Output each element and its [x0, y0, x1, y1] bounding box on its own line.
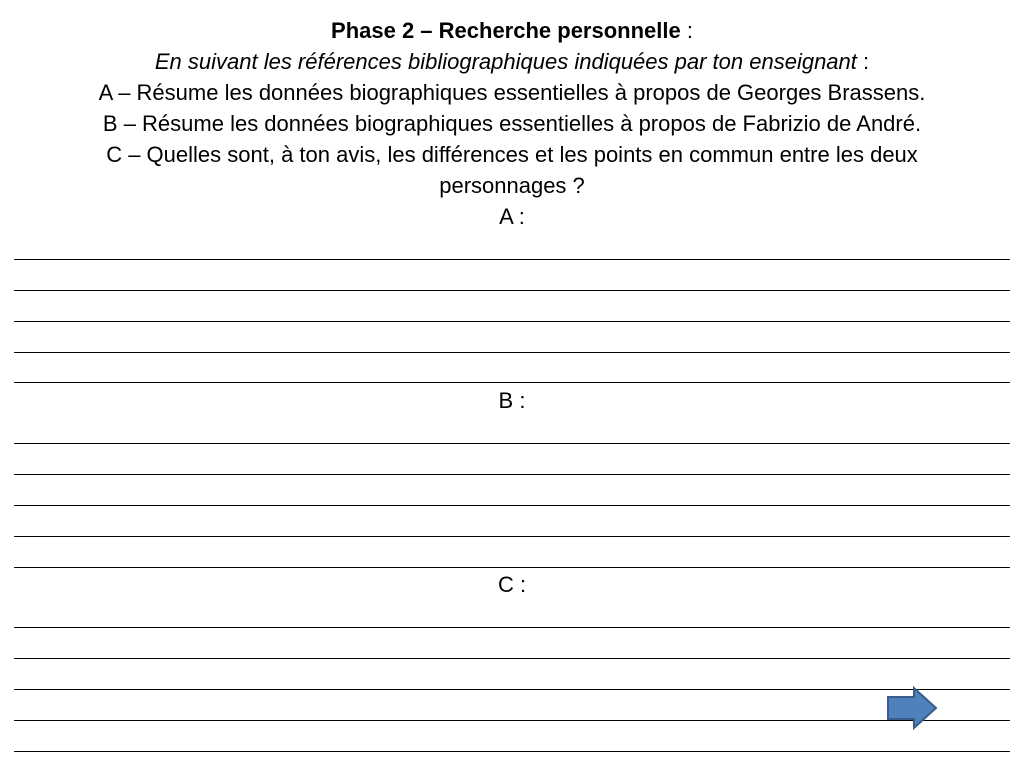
- question-a: A – Résume les données biographiques essentielles à propos de Georges Brassens.: [98, 80, 926, 105]
- answer-b-line[interactable]: [14, 536, 1010, 537]
- instruction-colon: :: [856, 49, 870, 74]
- instruction-line: [14, 46, 1010, 77]
- answer-b-line[interactable]: [14, 474, 1010, 475]
- answer-b-label: B :: [498, 388, 526, 413]
- answer-a-line[interactable]: [14, 321, 1010, 322]
- answer-c-line[interactable]: [14, 720, 1010, 721]
- answer-c-label: C :: [497, 572, 527, 597]
- question-c-line-1: C – Quelles sont, à ton avis, les différences et les points en commun entre les deux: [106, 142, 918, 167]
- instruction-text: En suivant les références bibliographiques indiquées par ton enseignant: [154, 49, 857, 74]
- phase-title-colon: :: [680, 18, 693, 43]
- next-arrow-shape[interactable]: [888, 688, 936, 728]
- phase-title-text: Phase 2 – Recherche personnelle: [331, 18, 681, 43]
- answer-c-line[interactable]: [14, 627, 1010, 628]
- answer-c-line[interactable]: [14, 751, 1010, 752]
- answer-c-line[interactable]: [14, 689, 1010, 690]
- answer-b-line[interactable]: [14, 505, 1010, 506]
- answer-c-line[interactable]: [14, 658, 1010, 659]
- right-arrow-icon[interactable]: [886, 686, 938, 730]
- answer-a-line[interactable]: [14, 382, 1010, 383]
- answer-a-line[interactable]: [14, 259, 1010, 260]
- answer-b-line[interactable]: [14, 567, 1010, 568]
- question-c-line-2: personnages ?: [439, 173, 585, 198]
- phase-title: [14, 15, 1010, 46]
- answer-b-line[interactable]: [14, 443, 1010, 444]
- answer-a-line[interactable]: [14, 352, 1010, 353]
- question-b: B – Résume les données biographiques essentielles à propos de Fabrizio de André.: [102, 111, 922, 136]
- answer-a-line[interactable]: [14, 290, 1010, 291]
- answer-a-label: A :: [499, 204, 525, 229]
